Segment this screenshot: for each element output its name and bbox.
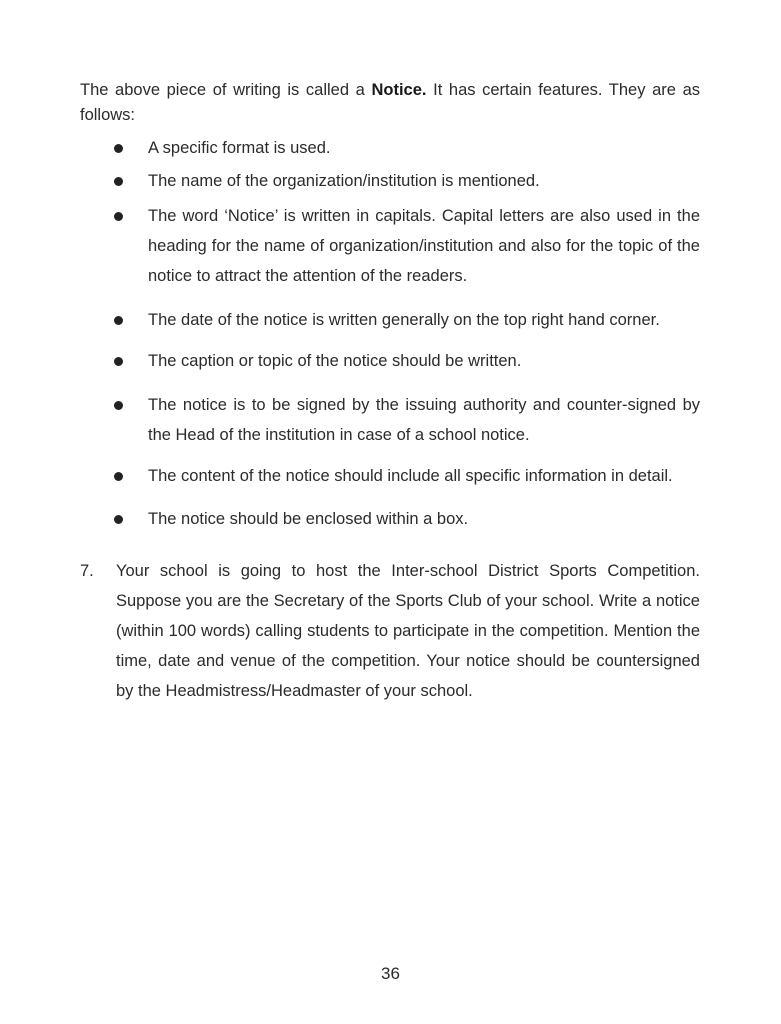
- list-item-text: The caption or topic of the notice should be written.: [148, 352, 522, 370]
- intro-paragraph: [80, 78, 700, 128]
- list-item: [148, 166, 700, 196]
- intro-text-before: The above piece of writing is called a: [80, 81, 372, 99]
- bullet-icon: [114, 472, 123, 481]
- bullet-icon: [114, 401, 123, 410]
- bullet-icon: [114, 515, 123, 524]
- bullet-icon: [114, 212, 123, 221]
- bullet-icon: [114, 316, 123, 325]
- question-text: Your school is going to host the Inter-school District Sports Competition. Suppose you are the Secretary of the Sports Club of your school. Write a notice (within 100 words) calling students to participate in the competition. Mention the time, date and venue of the competition. Your notice should be countersigned by the Headmistress/Headmaster of your school.: [116, 562, 700, 700]
- list-item: [148, 346, 700, 376]
- list-item: [148, 461, 700, 491]
- bullet-icon: [114, 177, 123, 186]
- page-number: 36: [381, 964, 400, 983]
- list-item-text: The content of the notice should include all specific information in detail.: [148, 467, 673, 485]
- list-item-text: A specific format is used.: [148, 139, 331, 157]
- list-item: [148, 390, 700, 450]
- list-item: [148, 201, 700, 291]
- list-item: [148, 305, 700, 335]
- intro-text-after: It has certain features. They are as follows:: [80, 81, 701, 124]
- list-item-text: The date of the notice is written generally on the top right hand corner.: [148, 311, 660, 329]
- intro-bold-term: Notice.: [371, 81, 427, 99]
- question-number: 7.: [80, 562, 94, 580]
- list-item-text: The notice is to be signed by the issuing authority and counter-signed by the Head of the institution in case of a school notice.: [148, 396, 700, 444]
- bullet-icon: [114, 357, 123, 366]
- list-item-text: The word ‘Notice’ is written in capitals. Capital letters are also used in the heading for the name of organization/institution and also for the topic of the notice to attract the attention of the readers.: [148, 207, 700, 285]
- list-item: [148, 133, 700, 163]
- list-item: [148, 504, 700, 534]
- list-item-text: The notice should be enclosed within a box.: [148, 510, 469, 528]
- list-item-text: The name of the organization/institution is mentioned.: [148, 172, 540, 190]
- bullet-icon: [114, 144, 123, 153]
